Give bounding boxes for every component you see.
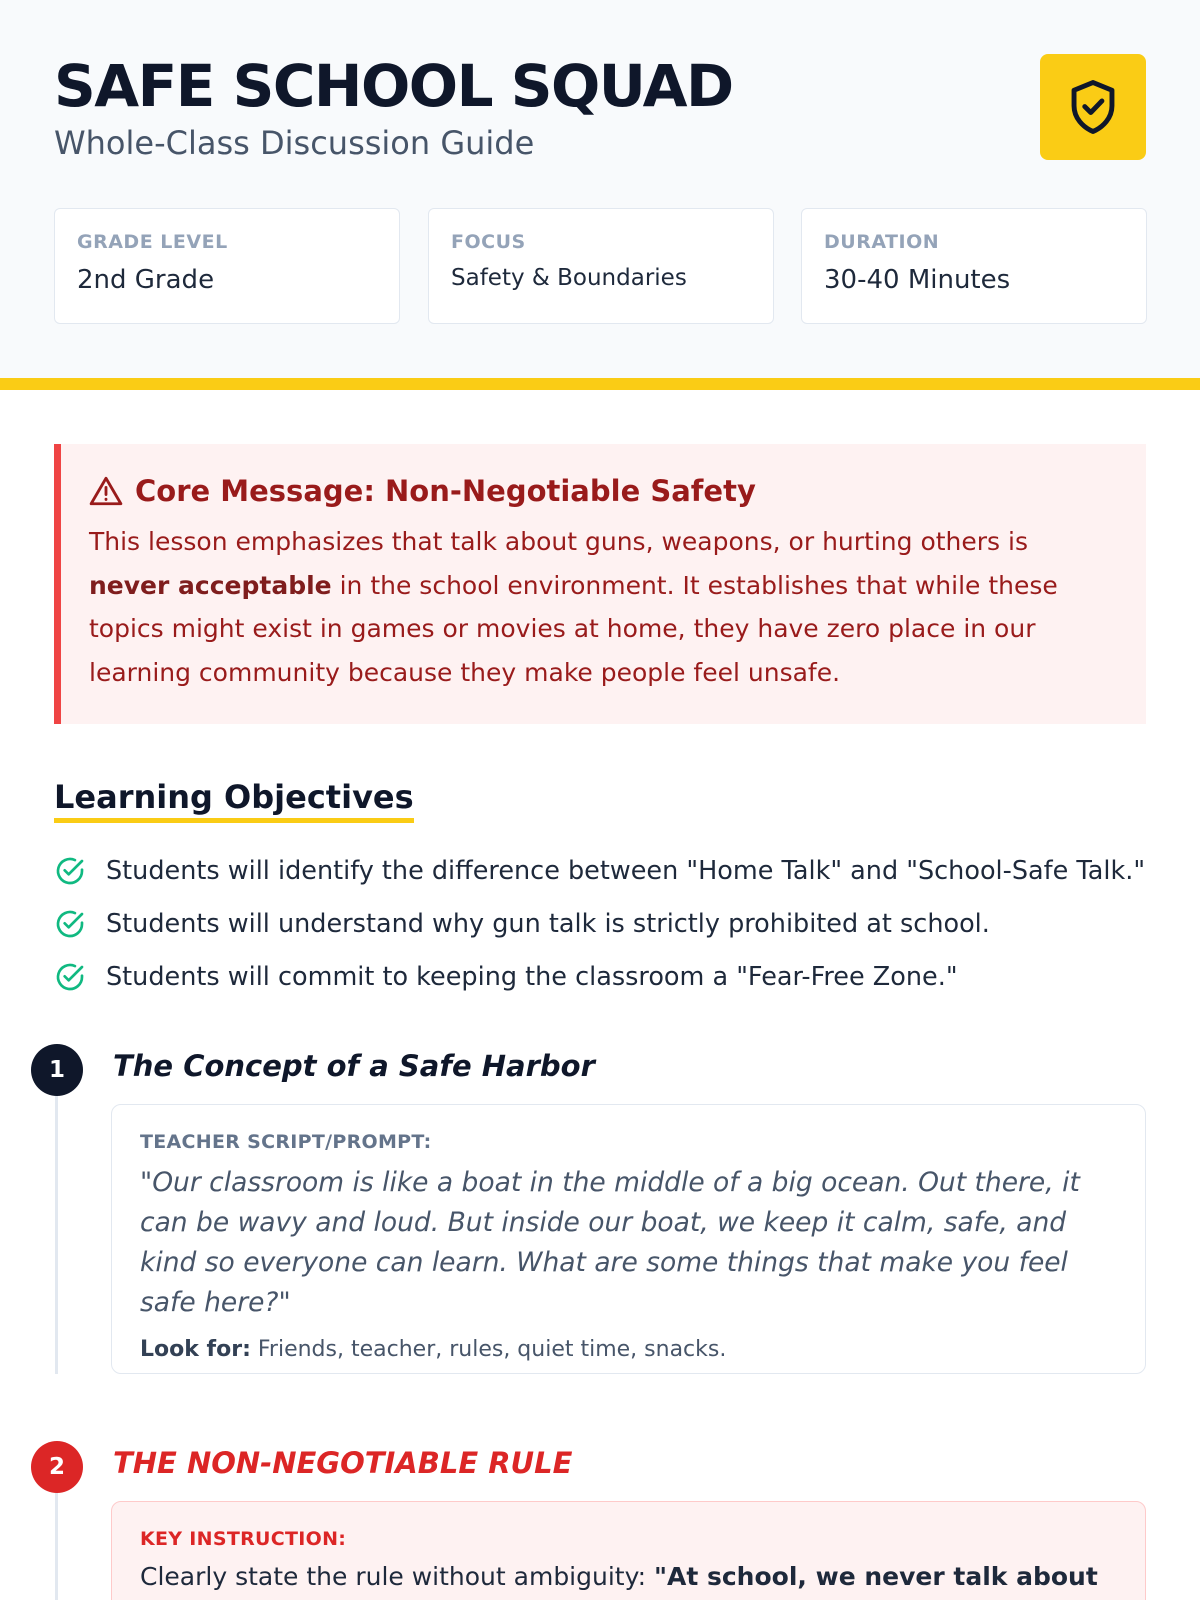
objectives-list xyxy=(54,844,1145,1003)
core-message-callout xyxy=(54,444,1146,724)
instruction-emphasis: "At school, we never talk about xyxy=(653,1562,1098,1591)
box-label: TEACHER SCRIPT/PROMPT: xyxy=(140,1131,432,1153)
timeline-line xyxy=(55,1094,58,1374)
teacher-script-box xyxy=(111,1104,1146,1374)
core-message-body xyxy=(89,520,1114,694)
list-item xyxy=(54,844,1145,897)
step-number-badge: 1 xyxy=(31,1044,83,1096)
key-instruction-text xyxy=(140,1562,1117,1591)
info-card-value: Safety & Boundaries xyxy=(451,265,687,291)
page-header xyxy=(0,0,1200,380)
info-card-focus xyxy=(428,208,774,324)
step-title: THE NON-NEGOTIABLE RULE xyxy=(113,1446,573,1480)
step-number-badge: 2 xyxy=(31,1441,83,1493)
core-message-title: Core Message: Non-Negotiable Safety xyxy=(135,474,756,508)
warning-icon xyxy=(89,475,123,507)
objective-text: Students will understand why gun talk is strictly prohibited at school. xyxy=(106,908,990,939)
info-card-value: 2nd Grade xyxy=(77,265,215,295)
check-circle-icon xyxy=(54,961,86,993)
objectives-heading: Learning Objectives xyxy=(54,778,414,823)
core-body-text: in the school environment. It establishes that while these topics might exist in games or movies at home, they have zero place in our learning community because they make people feel unsafe. xyxy=(89,570,1058,687)
look-for-text: Friends, teacher, rules, quiet time, snacks. xyxy=(250,1337,727,1362)
look-for-label: Look for: xyxy=(140,1337,251,1362)
info-card-label: DURATION xyxy=(824,231,940,253)
info-card-label: FOCUS xyxy=(451,231,526,253)
list-item xyxy=(54,897,1145,950)
timeline-line xyxy=(55,1490,58,1600)
list-item xyxy=(54,950,1145,1003)
check-circle-icon xyxy=(54,855,86,887)
header-divider xyxy=(0,378,1200,390)
core-message-heading xyxy=(89,474,1114,508)
page-title: SAFE SCHOOL SQUAD xyxy=(54,52,733,120)
info-card-value: 30-40 Minutes xyxy=(824,265,1011,295)
objective-text: Students will identify the difference between "Home Talk" and "School-Safe Talk." xyxy=(106,855,1146,886)
step-title: The Concept of a Safe Harbor xyxy=(113,1049,595,1083)
key-instruction-box xyxy=(111,1501,1146,1600)
objective-text: Students will commit to keeping the classroom a "Fear-Free Zone." xyxy=(106,961,958,992)
shield-badge xyxy=(1040,54,1146,160)
info-card-grade xyxy=(54,208,400,324)
box-label: KEY INSTRUCTION: xyxy=(140,1528,347,1550)
info-card-label: GRADE LEVEL xyxy=(77,231,228,253)
check-circle-icon xyxy=(54,908,86,940)
shield-check-icon xyxy=(1066,78,1120,136)
instruction-text: Clearly state the rule without ambiguity: xyxy=(140,1562,654,1591)
page-subtitle: Whole-Class Discussion Guide xyxy=(54,124,535,162)
teacher-script: "Our classroom is like a boat in the middle of a big ocean. Out there, it can be wavy and loud. But inside our boat, we keep it calm, safe, and kind so everyone can learn. What are some things that make you feel safe here?" xyxy=(140,1167,1080,1318)
look-for-note xyxy=(140,1337,1117,1362)
core-body-text: This lesson emphasizes that talk about guns, weapons, or hurting others is xyxy=(89,527,1028,556)
info-card-duration xyxy=(801,208,1147,324)
core-body-emphasis: never acceptable xyxy=(89,570,332,600)
